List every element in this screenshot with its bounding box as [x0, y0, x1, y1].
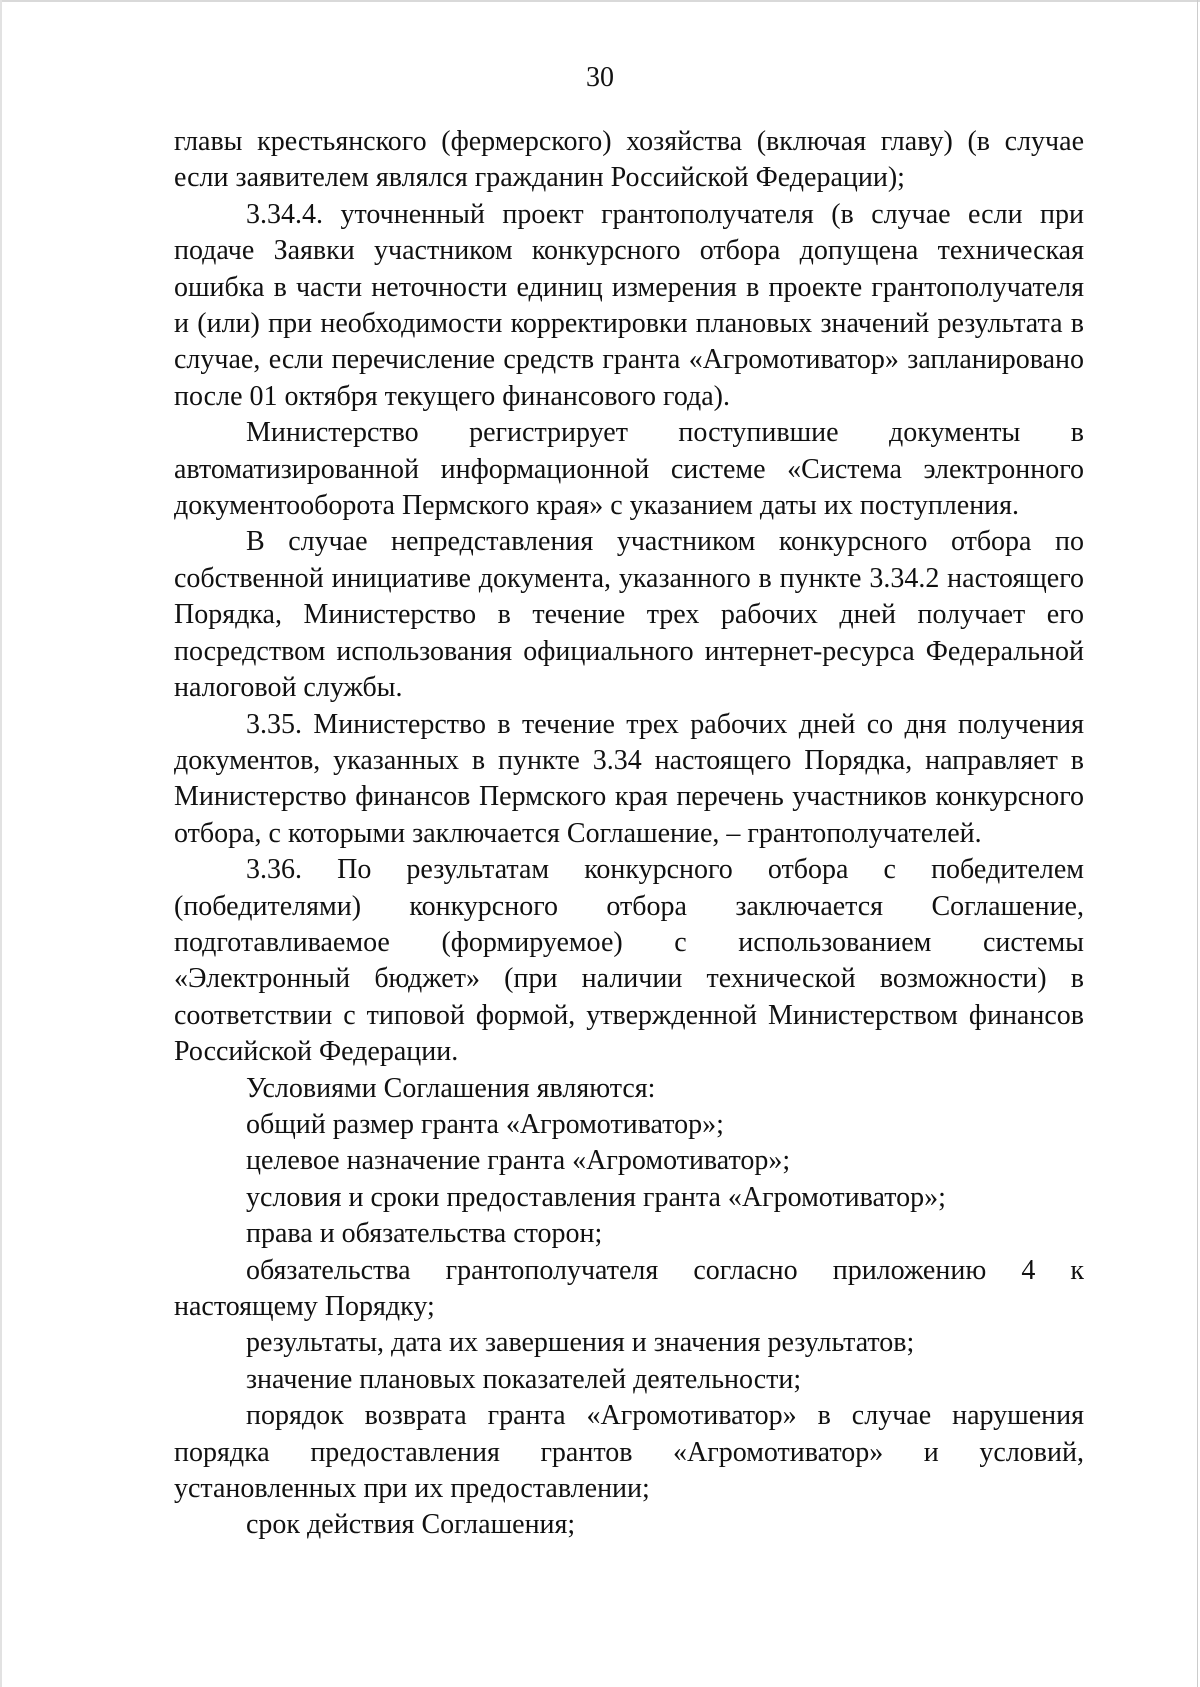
paragraph-conditions-heading: Условиями Соглашения являются: — [246, 1072, 656, 1104]
paragraph-clause-3-35: 3.35. Министерство в течение трех рабочих дней со дня получения документов, указанных в пункте 3.34 настоящего Порядка, направляет в Министерство финансов Пермского края перечень участников конкурсного отбора, с которыми заключается Соглашение, – грантополучателей. — [174, 708, 1084, 849]
list-item-condition: общий размер гранта «Агромотиватор»; — [246, 1108, 724, 1140]
list-item-condition: обязательства грантополучателя согласно приложению 4 к настоящему Порядку; — [174, 1254, 1084, 1322]
list-item-condition: результаты, дата их завершения и значения результатов; — [246, 1327, 915, 1359]
scan-edge — [0, 0, 1200, 2]
scan-edge — [1197, 0, 1198, 1687]
paragraph-tax-request: В случае непредставления участником конкурсного отбора по собственной инициативе документа, указанного в пункте 3.34.2 настоящего Порядка, Министерство в течение трех рабочих дней получает его посредством использования официального интернет-ресурса Федеральной налоговой службы. — [174, 526, 1084, 704]
list-item-condition: срок действия Соглашения; — [246, 1509, 576, 1541]
paragraph-clause-3-34-4: 3.34.4. уточненный проект грантополучателя (в случае если при подаче Заявки участником конкурсного отбора допущена техническая ошибка в части неточности единиц измерения в проекте грантополучателя и (или) при необходимости корректировки плановых значений результата в случае, если перечисление средств гранта «Агромотиватор» запланировано после 01 октября текущего финансового года). — [174, 198, 1084, 412]
list-item-condition: права и обязательства сторон; — [246, 1218, 603, 1250]
list-item-condition: значение плановых показателей деятельности; — [246, 1363, 802, 1395]
paragraph-clause-3-36: 3.36. По результатам конкурсного отбора с победителем (победителями) конкурсного отбора заключается Соглашение, подготавливаемое (формируемое) с использованием системы «Электронный бюджет» (при наличии технической возможности) в соответствии с типовой формой, утвержденной Министерством финансов Российской Федерации. — [174, 854, 1084, 1068]
paragraph-continuation: главы крестьянского (фермерского) хозяйства (включая главу) (в случае если заявителем являлся гражданин Российской Федерации); — [174, 126, 1084, 194]
paragraph-registration: Министерство регистрирует поступившие документы в автоматизированной информационной системе «Система электронного документооборота Пермского края» с указанием даты их поступления. — [174, 417, 1084, 522]
list-item-condition: целевое назначение гранта «Агромотиватор»; — [246, 1145, 791, 1177]
scan-edge — [0, 0, 2, 1687]
list-item-condition: порядок возврата гранта «Агромотиватор» в случае нарушения порядка предоставления грантов «Агромотиватор» и условий, установленных при их предоставлении; — [174, 1400, 1084, 1505]
list-item-condition: условия и сроки предоставления гранта «Агромотиватор»; — [246, 1181, 946, 1213]
document-body — [174, 124, 1084, 1544]
page-number: 30 — [586, 62, 614, 93]
